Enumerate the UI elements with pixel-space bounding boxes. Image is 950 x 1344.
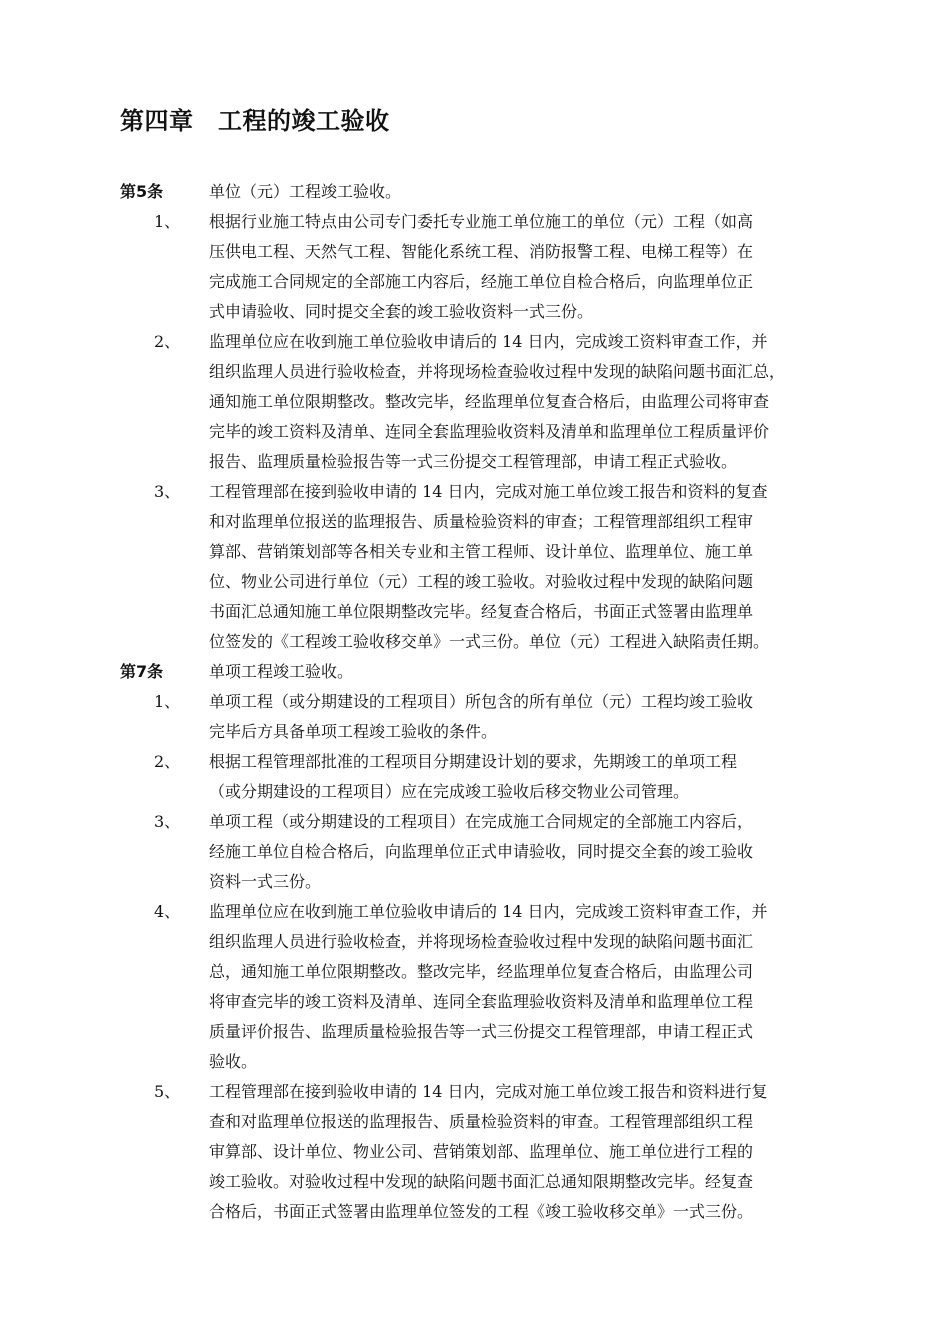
item-text-line: 资料一式三份。	[209, 872, 322, 891]
article-5	[120, 177, 880, 657]
list-item	[120, 807, 880, 897]
item-text-line: 工程管理部在接到验收申请的 14 日内，完成对施工单位竣工报告和资料进行复	[209, 1082, 768, 1101]
item-text-line: 总，通知施工单位限期整改。整改完毕，经监理单位复查合格后，由监理公司	[209, 962, 754, 981]
item-text-line: 根据工程管理部批准的工程项目分期建设计划的要求，先期竣工的单项工程	[209, 752, 738, 771]
item-text-line: 合格后，书面正式签署由监理单位签发的工程《竣工验收移交单》一式三份。	[209, 1202, 754, 1221]
item-text-line: 竣工验收。对验收过程中发现的缺陷问题书面汇总通知限期整改完毕。经复查	[209, 1172, 754, 1191]
item-number: 2、	[154, 752, 181, 771]
list-item	[120, 327, 880, 477]
item-text-line: 监理单位应在收到施工单位验收申请后的 14 日内，完成竣工资料审查工作，并	[209, 902, 768, 921]
item-text-line: 位签发的《工程竣工验收移交单》一式三份。单位（元）工程进入缺陷责任期。	[209, 632, 770, 651]
list-item	[120, 1077, 880, 1227]
article-label: 第5条	[120, 182, 164, 201]
item-text-line: 审算部、设计单位、物业公司、营销策划部、监理单位、施工单位进行工程的	[209, 1142, 754, 1161]
list-item	[120, 207, 880, 327]
item-text-line: 经施工单位自检合格后，向监理单位正式申请验收，同时提交全套的竣工验收	[209, 842, 754, 861]
item-text-line: 查和对监理单位报送的监理报告、质量检验资料的审查。工程管理部组织工程	[209, 1112, 754, 1131]
item-text-line: 监理单位应在收到施工单位验收申请后的 14 日内，完成竣工资料审查工作，并	[209, 332, 768, 351]
item-text-line: 式申请验收、同时提交全套的竣工验收资料一式三份。	[209, 302, 594, 321]
item-text-line: （或分期建设的工程项目）应在完成竣工验收后移交物业公司管理。	[209, 782, 690, 801]
item-text-line: 位、物业公司进行单位（元）工程的竣工验收。对验收过程中发现的缺陷问题	[209, 572, 754, 591]
item-text-line: 完毕后方具备单项工程竣工验收的条件。	[209, 722, 498, 741]
item-text-line: 完成施工合同规定的全部施工内容后，经施工单位自检合格后，向监理单位正	[209, 272, 754, 291]
item-text-line: 算部、营销策划部等各相关专业和主管工程师、设计单位、监理单位、施工单	[209, 542, 754, 561]
item-text-line: 书面汇总通知施工单位限期整改完毕。经复查合格后，书面正式签署由监理单	[209, 602, 754, 621]
list-item	[120, 687, 880, 747]
list-item	[120, 747, 880, 807]
item-text-line: 和对监理单位报送的监理报告、质量检验资料的审查；工程管理部组织工程审	[209, 512, 754, 531]
item-number: 4、	[154, 902, 181, 921]
item-text-line: 报告、监理质量检验报告等一式三份提交工程管理部，申请工程正式验收。	[209, 452, 738, 471]
article-heading	[120, 657, 880, 687]
item-number: 1、	[154, 212, 181, 231]
item-number: 2、	[154, 332, 181, 351]
article-title: 单项工程竣工验收。	[209, 662, 354, 681]
item-text-line: 压供电工程、天然气工程、智能化系统工程、消防报警工程、电梯工程等）在	[209, 242, 754, 261]
item-text-line: 组织监理人员进行验收检查，并将现场检查验收过程中发现的缺陷问题书面汇	[209, 932, 754, 951]
item-text-line: 工程管理部在接到验收申请的 14 日内，完成对施工单位竣工报告和资料的复查	[209, 482, 768, 501]
chapter-title: 第四章 工程的竣工验收	[120, 107, 390, 135]
item-number: 3、	[154, 482, 181, 501]
item-text-line: 将审查完毕的竣工资料及清单、连同全套监理验收资料及清单和监理单位工程	[209, 992, 754, 1011]
article-heading	[120, 177, 880, 207]
item-number: 3、	[154, 812, 181, 831]
item-text-line: 质量评价报告、监理质量检验报告等一式三份提交工程管理部，申请工程正式	[209, 1022, 754, 1041]
item-text-line: 单项工程（或分期建设的工程项目）在完成施工合同规定的全部施工内容后，	[209, 812, 754, 831]
item-number: 5、	[154, 1082, 181, 1101]
item-text-line: 通知施工单位限期整改。整改完毕，经监理单位复查合格后，由监理公司将审查	[209, 392, 770, 411]
item-text-line: 单项工程（或分期建设的工程项目）所包含的所有单位（元）工程均竣工验收	[209, 692, 754, 711]
article-label: 第7条	[120, 662, 164, 681]
item-text-line: 组织监理人员进行验收检查，并将现场检查验收过程中发现的缺陷问题书面汇总，	[209, 362, 786, 381]
article-title: 单位（元）工程竣工验收。	[209, 182, 402, 201]
item-text-line: 完毕的竣工资料及清单、连同全套监理验收资料及清单和监理单位工程质量评价	[209, 422, 770, 441]
item-text-line: 验收。	[209, 1052, 258, 1071]
item-text-line: 根据行业施工特点由公司专门委托专业施工单位施工的单位（元）工程（如高	[209, 212, 754, 231]
list-item	[120, 897, 880, 1077]
list-item	[120, 477, 880, 657]
article-7	[120, 657, 880, 1227]
item-number: 1、	[154, 692, 181, 711]
